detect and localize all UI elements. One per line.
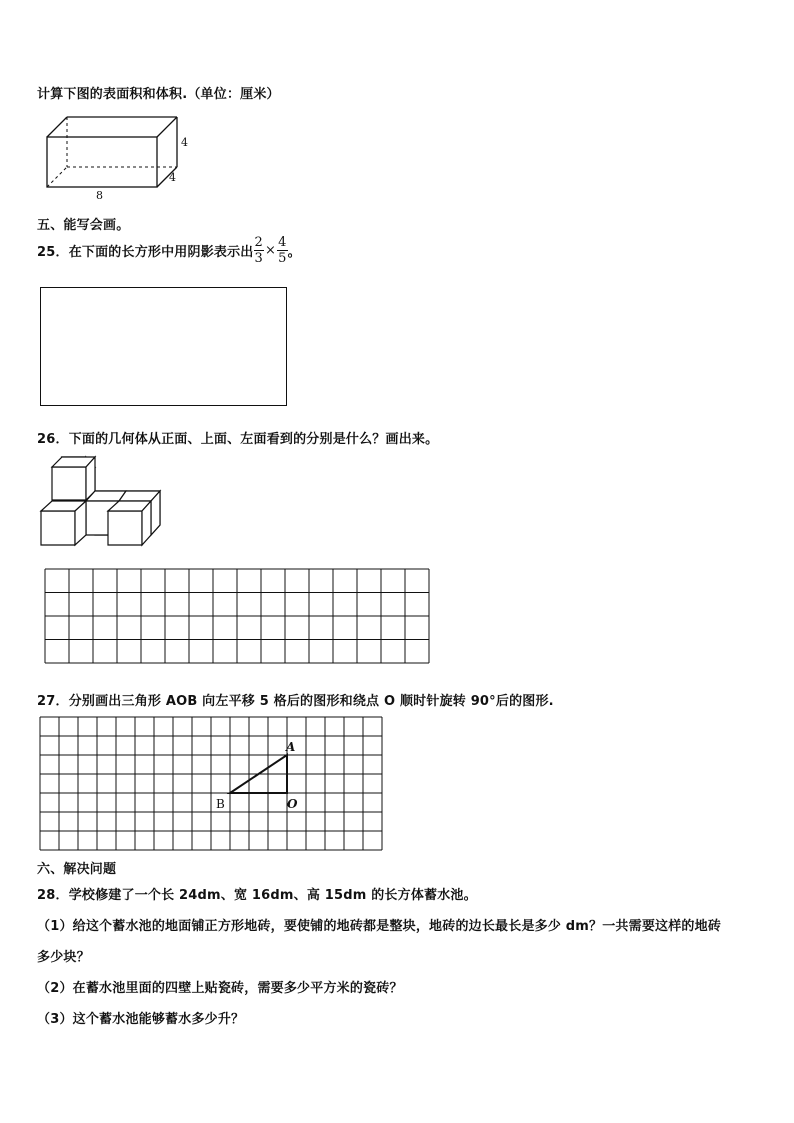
- q25-frac2-den: 5: [278, 251, 287, 266]
- q25-frac2-num: 4: [278, 235, 287, 250]
- intro-instruction: 计算下图的表面积和体积.（单位：厘米）: [37, 87, 280, 102]
- cuboid-length-label: 8: [96, 189, 103, 202]
- label-b: B: [216, 797, 225, 811]
- q25-frac1-den: 3: [254, 251, 263, 266]
- q25-times: ×: [264, 243, 277, 258]
- cuboid-height-label: 4: [181, 136, 188, 149]
- q28-question: 28．学校修建了一个长 24dm、宽 16dm、高 15dm 的长方体蓄水池。: [37, 888, 477, 903]
- section6-title: 六、解决问题: [37, 862, 117, 877]
- q25-frac1-num: 2: [254, 235, 263, 250]
- q27-question: 27．分别画出三角形 AOB 向左平移 5 格后的图形和绕点 O 顺时针旋转 90°后的图形.: [37, 694, 554, 709]
- q28-part1-line1: （1）给这个蓄水池的地面铺正方形地砖，要使铺的地砖都是整块，地砖的边长最长是多少 dm？一共需要这样的地砖: [37, 919, 722, 934]
- section5-title: 五、能写会画。: [37, 218, 130, 233]
- cuboid-depth-label: 4: [169, 171, 176, 184]
- label-o: O: [287, 797, 298, 811]
- label-a: A: [286, 740, 296, 754]
- q25-prefix: 25．在下面的长方形中用阴影表示出: [37, 245, 254, 260]
- q25-suffix: 。: [287, 245, 301, 260]
- q28-part3: （3）这个蓄水池能够蓄水多少升？: [37, 1012, 245, 1027]
- q26-question: 26．下面的几何体从正面、上面、左面看到的分别是什么？画出来。: [37, 432, 439, 447]
- q28-part1-line2: 多少块？: [37, 950, 90, 965]
- q28-part2: （2）在蓄水池里面的四壁上贴瓷砖，需要多少平方米的瓷砖？: [37, 981, 403, 996]
